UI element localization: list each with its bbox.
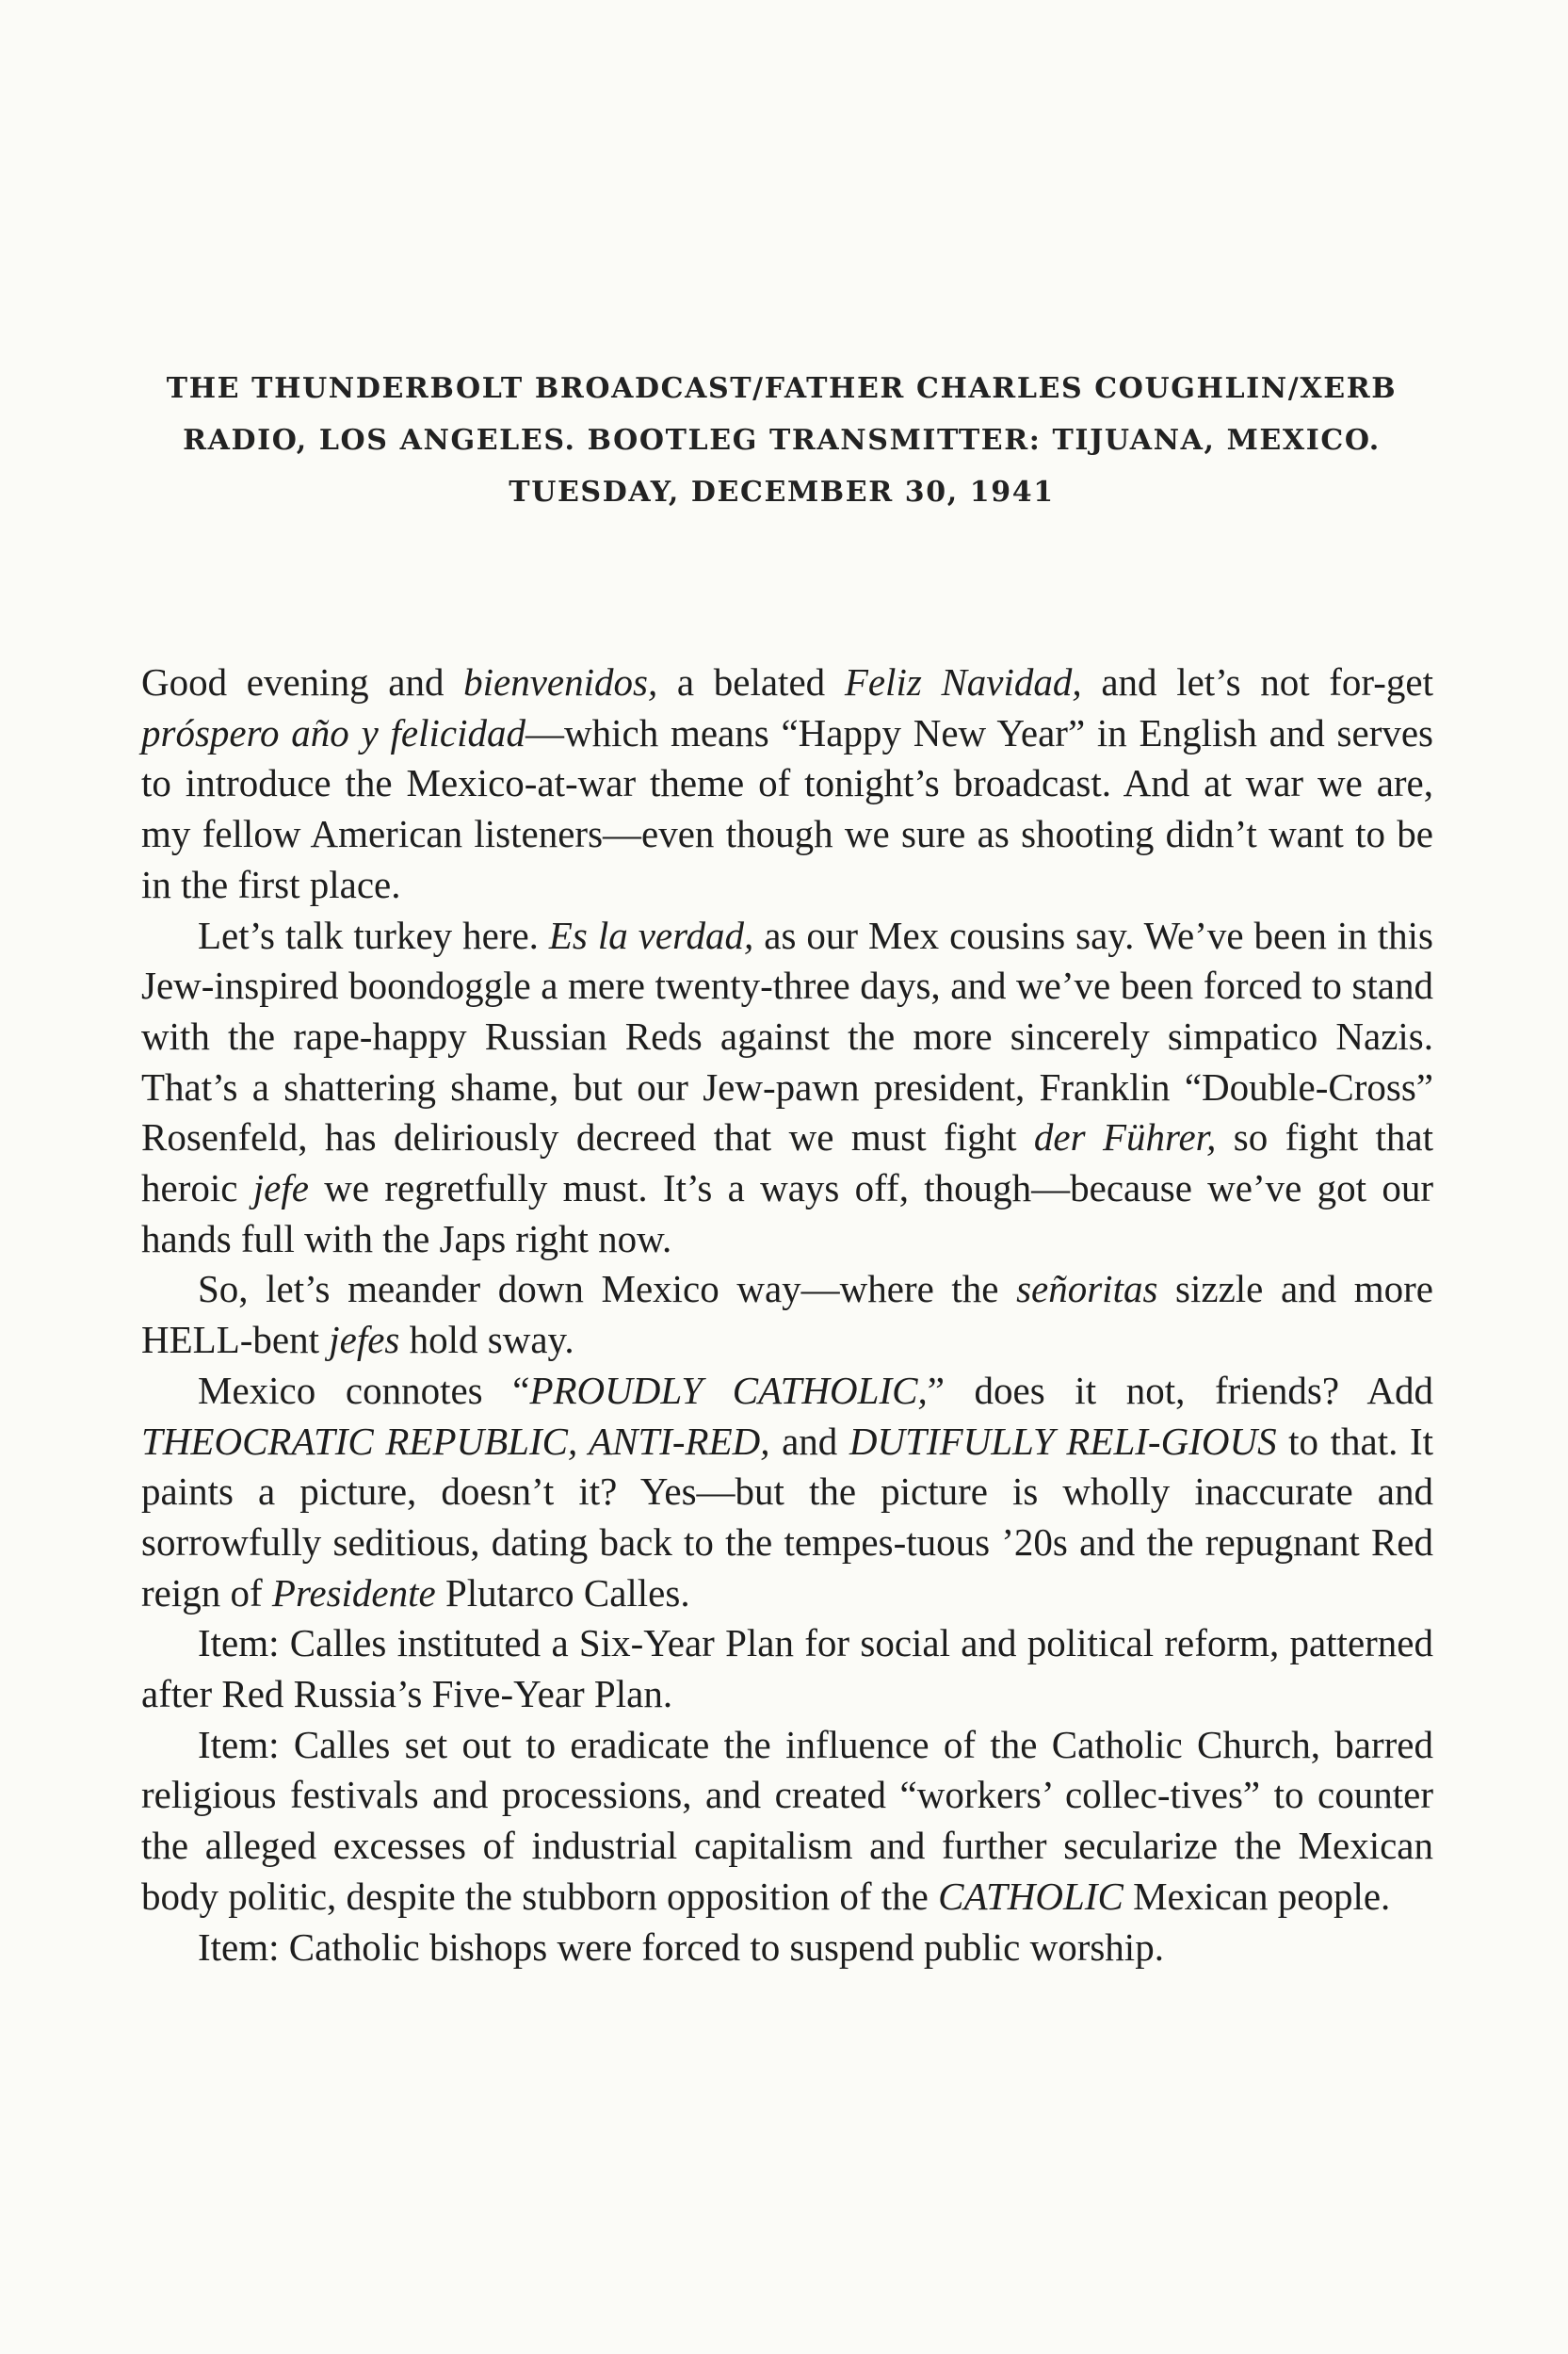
italic-run: DUTIFULLY RELI-GIOUS xyxy=(849,1419,1277,1463)
italic-run: THEOCRATIC REPUBLIC, ANTI-RED, xyxy=(141,1419,770,1463)
heading-line-1: THE THUNDERBOLT BROADCAST/FATHER CHARLES COUGHLIN/XERB xyxy=(166,372,1398,405)
italic-run: jefe xyxy=(252,1166,309,1210)
text-run: Mexican people. xyxy=(1123,1874,1391,1918)
text-run: Let’s talk turkey here. xyxy=(198,913,549,957)
text-run: we regretfully must. It’s a ways off, though—because we’ve got our hands full with the Japs right now. xyxy=(141,1166,1433,1260)
text-run: Item: Calles instituted a Six-Year Plan for social and political reform, patterned after Red Russia’s Five-Year Plan. xyxy=(141,1621,1433,1716)
text-run: Mexico connotes “ xyxy=(198,1368,530,1412)
text-run: ” does it not, friends? Add xyxy=(927,1368,1433,1412)
text-run: and let’s not for-get xyxy=(1081,660,1433,704)
heading-line-2: RADIO, LOS ANGELES. BOOTLEG TRANSMITTER: TIJUANA, MEXICO. xyxy=(183,424,1381,457)
paragraph-2 xyxy=(141,911,1433,1265)
italic-run: Feliz Navidad, xyxy=(844,660,1082,704)
text-run: Item: Calles set out to eradicate the influence of the Catholic Church, barred religious festivals and processions, and created “workers’ collec-tives” to counter the alleged excesses of industrial capitalism and further secularize the Mexican body politic, despite the stubborn opposition of the xyxy=(141,1722,1433,1918)
italic-run: der Führer, xyxy=(1033,1115,1217,1160)
text-run: and xyxy=(769,1419,849,1463)
italic-run: PROUDLY CATHOLIC, xyxy=(529,1368,928,1412)
text-run: So, let’s meander down Mexico way—where the xyxy=(198,1267,1017,1311)
text-run: so fight that heroic xyxy=(141,1115,1433,1210)
heading-line-3: TUESDAY, DECEMBER 30, 1941 xyxy=(509,476,1055,509)
paragraph-1 xyxy=(141,657,1433,911)
italic-run: bienvenidos, xyxy=(463,660,658,704)
text-run: Item: Catholic bishops were forced to suspend public worship. xyxy=(198,1924,1164,1969)
paragraph-4 xyxy=(141,1366,1433,1619)
paragraph-7 xyxy=(141,1923,1433,1973)
italic-run: jefes xyxy=(329,1318,400,1362)
italic-run: Es la verdad, xyxy=(548,913,754,957)
text-run: Good evening and xyxy=(141,660,464,704)
paragraph-5 xyxy=(141,1618,1433,1719)
italic-run: CATHOLIC xyxy=(938,1874,1123,1918)
text-run: Plutarco Calles. xyxy=(435,1570,690,1615)
text-run: a belated xyxy=(657,660,845,704)
broadcast-body xyxy=(141,657,1433,1972)
text-run: as our Mex cousins say. We’ve been in this Jew-inspired boondoggle a mere twenty-three days, and we’ve been forced to stand with the rape-happy Russian Reds against the more sincerely simpatico Nazis. That’s a shattering shame, but our Jew-pawn president, Franklin “Double-Cross” Rosenfeld, has deliriously decreed that we must fight xyxy=(141,913,1433,1160)
text-run: hold sway. xyxy=(399,1318,574,1362)
italic-run: señoritas xyxy=(1016,1267,1158,1311)
paragraph-3 xyxy=(141,1264,1433,1365)
broadcast-heading xyxy=(141,363,1422,518)
text-run: sizzle and more HELL-bent xyxy=(141,1267,1433,1362)
italic-run: próspero año y felicidad xyxy=(141,710,525,755)
italic-run: Presidente xyxy=(271,1570,436,1615)
text-run: —which means “Happy New Year” in English and serves to introduce the Mexico-at-war theme of tonight’s broadcast. And at war we are, my fellow American listeners—even though we sure as shooting didn’t want to be in the first place. xyxy=(141,710,1434,906)
text-run: to that. It paints a picture, doesn’t it? Yes—but the picture is wholly inaccurate and sorrowfully seditious, dating back to the tempes-tuous ’20s and the repugnant Red reign of xyxy=(141,1419,1434,1615)
paragraph-6 xyxy=(141,1720,1433,1923)
